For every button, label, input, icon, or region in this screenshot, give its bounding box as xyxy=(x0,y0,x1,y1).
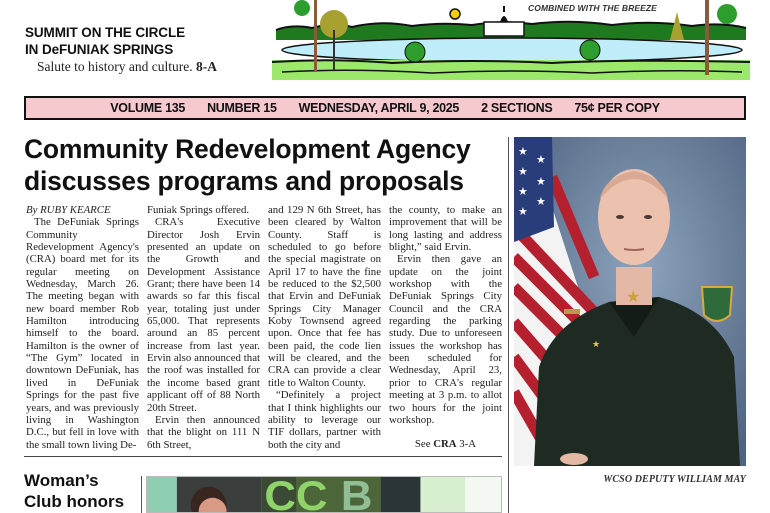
svg-text:★: ★ xyxy=(518,205,528,218)
article-paragraph: Ervin then gave an update on the joint workshop with the DeFuniak Springs City Council and the CRA regarding the parking study. Due to unforeseen issues the workshop has been scheduled for Wednesday, April 23, prior to CRA's regular meeting at 3 p.m. to allot two hours for the joint workshop. xyxy=(389,253,502,426)
svg-text:★: ★ xyxy=(536,195,546,208)
photo-caption: WCSO DEPUTY WILLIAM MAY xyxy=(603,474,746,485)
article-paragraph: and 129 N 6th Street, has been cleared by Walton County. Staff is scheduled to go before the special magistrate on April 17 to have the fine be reduced to the $2,500 that Ervin and DeFuniak Springs City Manager Koby Townsend agreed upon. Once that fee has been paid, the code lien will be cleared, and the CRA can provide a clear title to Walton County. xyxy=(268,204,381,389)
teaser-page-ref[interactable]: 8-A xyxy=(195,59,217,74)
column-divider xyxy=(141,476,142,513)
ccb-sign-photo-image xyxy=(147,477,501,512)
masthead-illustration xyxy=(272,0,750,80)
article-column-4 xyxy=(389,204,502,451)
volume-label: VOLUME 135 xyxy=(110,101,186,115)
second-headline-line2: Club honors xyxy=(24,492,125,511)
svg-text:★: ★ xyxy=(626,287,641,306)
issue-date-label: WEDNESDAY, APRIL 9, 2025 xyxy=(298,101,460,115)
svg-text:CC: CC xyxy=(264,477,328,512)
article-paragraph: “Definitely a project that I think highlights our ability to leverage our TIF dollars, partner with both the city and xyxy=(268,389,381,451)
deputy-portrait-photo[interactable] xyxy=(514,137,746,466)
article-paragraph: The DeFuniak Springs Community Redevelopment Agency's (CRA) board met for its regular meeting on Wednesday, March 26. The meeting began with new board member Rob Hamilton introducing himself to the board. Hamilton is the owner of “The Gym” located in downtown DeFuniak, has lived in DeFuniak Springs for the past five years, and was previously living in Washington D.C., but fell in love with the small town living De- xyxy=(26,216,139,451)
second-story-photo[interactable] xyxy=(146,476,502,513)
headline-line1: Community Redevelopment Agency xyxy=(24,134,471,164)
second-story-headline[interactable] xyxy=(24,470,139,512)
jump-page: 3-A xyxy=(459,438,477,451)
dateline-bar xyxy=(24,96,746,120)
svg-text:★: ★ xyxy=(518,165,528,178)
teaser-headline-line1: SUMMIT ON THE CIRCLE xyxy=(25,25,185,40)
main-story-headline[interactable] xyxy=(24,133,504,197)
issue-number-label: NUMBER 15 xyxy=(207,101,277,115)
jump-keyword: CRA xyxy=(433,438,457,451)
sections-count-label: 2 SECTIONS xyxy=(481,101,553,115)
article-column-3 xyxy=(268,204,381,451)
story-divider xyxy=(24,456,502,457)
column-divider xyxy=(508,137,509,513)
headline-line2: discusses programs and proposals xyxy=(24,166,464,196)
teaser-subtext xyxy=(37,58,275,76)
svg-text:★: ★ xyxy=(518,145,528,158)
teaser-headline xyxy=(25,24,275,58)
masthead-tagline: COMBINED WITH THE BREEZE xyxy=(528,3,657,13)
teaser-box[interactable] xyxy=(25,24,275,76)
article-paragraph: Funiak Springs offered. xyxy=(147,204,250,216)
svg-text:★: ★ xyxy=(592,340,601,350)
article-column-2 xyxy=(147,204,260,451)
teaser-headline-line2: IN DeFUNIAK SPRINGS xyxy=(25,42,174,57)
jump-reference[interactable] xyxy=(389,438,502,450)
deputy-portrait-image xyxy=(514,137,746,466)
svg-text:★: ★ xyxy=(536,153,546,166)
jump-prefix: See xyxy=(414,438,431,451)
teaser-subtext-text: Salute to history and culture. xyxy=(37,59,193,74)
article-paragraph: Ervin then announced that the blight on 111 N 6th Street, xyxy=(147,413,260,451)
price-label: 75¢ PER COPY xyxy=(574,101,660,115)
article-column-1 xyxy=(26,204,139,451)
byline: By RUBY KEARCE xyxy=(26,204,111,216)
svg-text:★: ★ xyxy=(536,175,546,188)
second-headline-line1: Woman’s xyxy=(24,471,99,490)
article-paragraph: the county, to make an improvement that will be long lasting and address blight,” said Ervin. xyxy=(389,204,502,254)
main-story-body xyxy=(26,204,502,451)
svg-text:★: ★ xyxy=(518,185,528,198)
article-paragraph: CRA's Executive Director Josh Ervin presented an update on the Growth and Development Assistance Grant; there have been 14 awards so far this fiscal year, totaling just under 65,000. That represents around an 85 percent increase from last year. Ervin also announced that the roof was installed for the income based grant applicant off of 88 North 20th Street. xyxy=(147,216,260,414)
svg-text:B: B xyxy=(340,477,373,512)
lake-landscape-icon xyxy=(272,0,750,80)
